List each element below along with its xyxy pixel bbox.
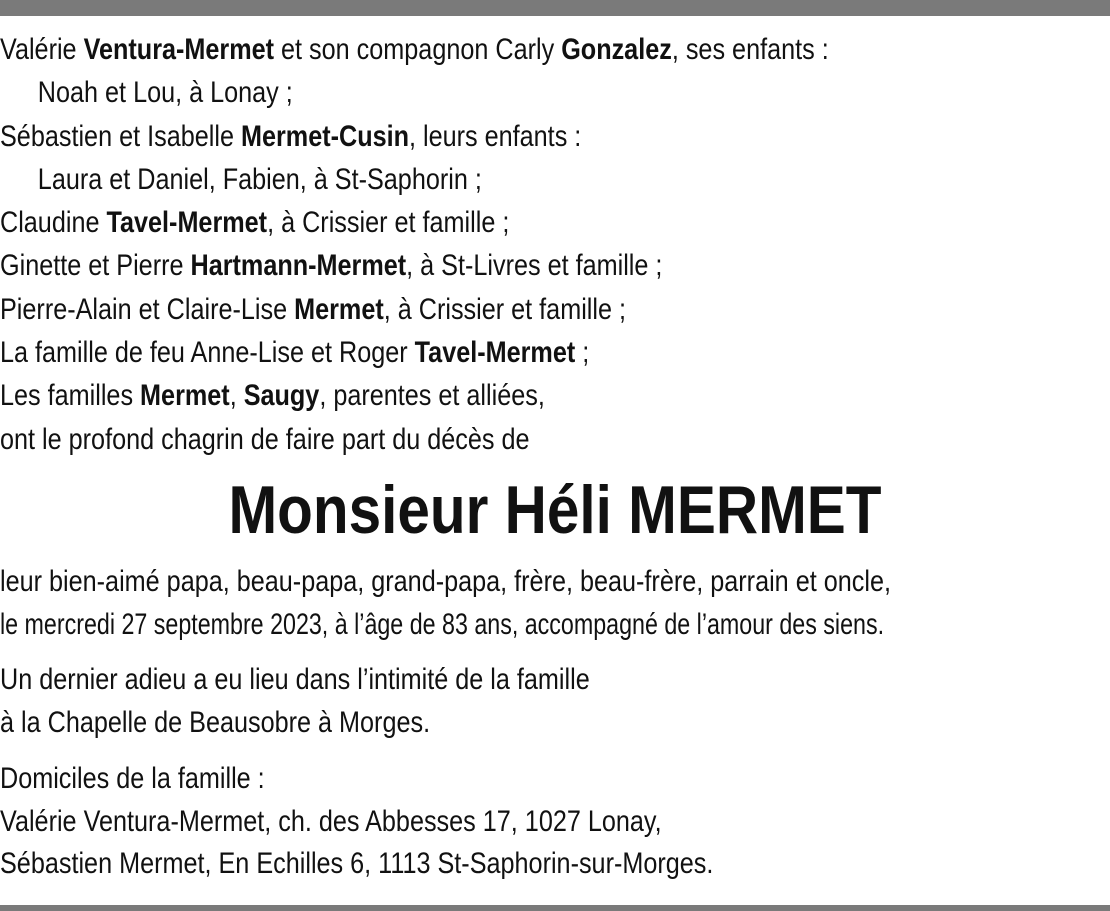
mourner-text: ont le profond chagrin de faire part du décès de xyxy=(0,422,530,456)
mourner-text: , à Crissier et famille ; xyxy=(383,292,627,326)
announcement-line: le mercredi 27 septembre 2023, à l’âge de 83 ans, accompagné de l’amour des siens. xyxy=(0,607,885,641)
mourner-text: , xyxy=(229,379,244,413)
mourner-line xyxy=(0,288,932,331)
ceremony-line: Un dernier adieu a eu lieu dans l’intimité de la famille xyxy=(0,663,590,696)
mourner-line xyxy=(0,28,932,71)
family-surname: Gonzalez xyxy=(561,33,672,66)
mourner-text: , à St-Livres et famille ; xyxy=(406,249,663,283)
mourner-text: Claudine xyxy=(0,206,107,240)
mourner-text: Valérie xyxy=(0,33,84,66)
domicile-address: Valérie Ventura-Mermet, ch. des Abbesses 17, 1027 Lonay, xyxy=(0,804,662,838)
mourner-text: et son compagnon Carly xyxy=(274,33,562,66)
domicile-address: Sébastien Mermet, En Echilles 6, 1113 St-Saphorin-sur-Morges. xyxy=(0,847,714,880)
mourner-line xyxy=(0,201,932,244)
family-surname: Mermet xyxy=(294,292,384,326)
family-surname: Hartmann-Mermet xyxy=(190,249,407,283)
family-surname: Mermet xyxy=(140,379,230,413)
mourner-line xyxy=(0,158,932,201)
domiciles-heading: Domiciles de la famille : xyxy=(0,762,265,795)
mourner-text: , leurs enfants : xyxy=(409,119,582,153)
mourner-text: Laura et Daniel, Fabien, à St-Saphorin ; xyxy=(37,162,482,196)
family-list xyxy=(0,28,1110,461)
ceremony-line: à la Chapelle de Beausobre à Morges. xyxy=(0,705,431,739)
announcement-line: leur bien-aimé papa, beau-papa, grand-papa, frère, beau-frère, parrain et oncle, xyxy=(0,565,891,598)
ceremony-paragraph xyxy=(0,659,1110,744)
mourner-text: Sébastien et Isabelle xyxy=(0,119,241,153)
mourner-text: ; xyxy=(575,336,590,370)
announcement-paragraph xyxy=(0,561,1110,646)
mourner-line xyxy=(0,374,932,417)
mourner-text: Ginette et Pierre xyxy=(0,249,191,283)
mourner-line xyxy=(0,115,932,158)
mourner-text: Noah et Lou, à Lonay ; xyxy=(37,76,293,110)
mourner-text: Pierre-Alain et Claire-Lise xyxy=(0,292,295,326)
mourner-text: , à Crissier et famille ; xyxy=(267,206,510,240)
mourner-line xyxy=(0,331,932,374)
mourner-text: , parentes et alliées, xyxy=(319,379,545,413)
family-surname: Tavel-Mermet xyxy=(414,336,576,370)
family-surname: Ventura-Mermet xyxy=(83,33,275,66)
mourner-text: Les familles xyxy=(0,379,141,413)
mourner-line xyxy=(0,244,932,287)
mourner-line xyxy=(0,418,932,461)
domiciles-paragraph xyxy=(0,758,1110,886)
mourner-text: , ses enfants : xyxy=(671,33,829,66)
family-surname: Tavel-Mermet xyxy=(106,206,268,240)
family-surname: Saugy xyxy=(243,379,320,413)
mourner-line xyxy=(0,71,932,114)
mourner-text: La famille de feu Anne-Lise et Roger xyxy=(0,336,415,370)
bottom-rule xyxy=(0,905,1110,911)
top-rule xyxy=(0,0,1110,16)
family-surname: Mermet-Cusin xyxy=(240,119,410,153)
deceased-name: Monsieur Héli MERMET xyxy=(228,472,882,548)
